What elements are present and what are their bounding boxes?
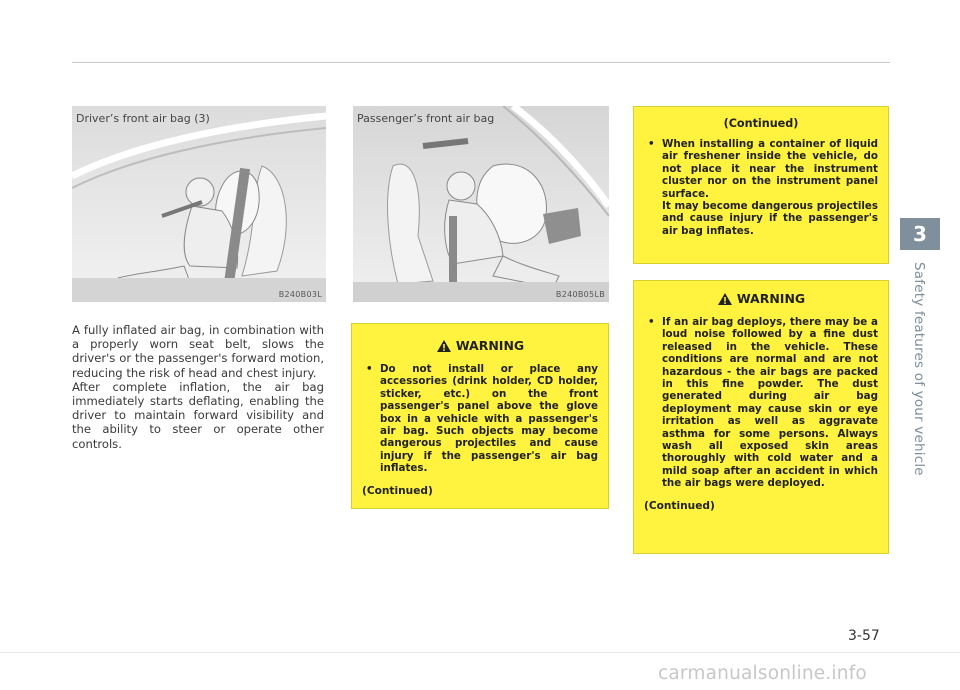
chapter-title-text: Safety features of your vehicle (911, 262, 927, 476)
warning-label: WARNING (455, 338, 525, 353)
continued-label: (Continued) (362, 484, 433, 497)
figure-caption: Driver’s front air bag (3) (76, 112, 210, 125)
continued-heading: (Continued) (723, 117, 799, 130)
warning-triangle-icon (436, 339, 452, 353)
warning-bullet-text: If an air bag deploys, there may be a loud noise followed by a fine dust released in the vehicle. These conditions are normal and are not hazardous - the air bags are packed in this fine powder. The dust generated during air bag deployment may cause skin or eye irritation as well as aggravate asthma for some persons. Always wash all exposed skin areas thoroughly with cold water and a mild soap after an accident in which the air bags were deployed. (662, 316, 878, 490)
bullet-dot-icon: • (648, 138, 655, 150)
driver-airbag-figure (72, 106, 326, 302)
bullet-dot-icon: • (366, 363, 373, 375)
figure-code: B240B03L (278, 290, 322, 299)
warning-heading (362, 338, 598, 353)
figure-code: B240B05LB (555, 290, 605, 299)
warning-bullet-text: Do not install or place any accessories (drink holder, CD holder, sticker, etc.) on the front passenger's panel above the glove box in a vehicle with a passenger's air bag. Such objects may become dangerous projectiles and cause injury if the passenger's air bag inflates. (380, 363, 598, 475)
warning-heading (644, 291, 878, 306)
page-number: 3-57 (848, 628, 880, 644)
continued-warning-box (633, 106, 889, 264)
warning-box (633, 280, 889, 554)
warning-box (351, 323, 609, 509)
passenger-airbag-figure (353, 106, 609, 302)
chapter-tab: 3 (900, 218, 940, 250)
warning-bullet (362, 363, 598, 475)
footer-rule (0, 652, 960, 653)
warning-bullet (644, 316, 878, 490)
header-rule (72, 62, 890, 63)
warning-bullet (644, 138, 878, 237)
bullet-dot-icon: • (648, 316, 655, 328)
continued-label: (Continued) (644, 499, 715, 512)
driver-airbag-illustration (72, 106, 326, 302)
watermark: carmanualsonline.info (658, 663, 867, 684)
warning-triangle-icon (717, 292, 733, 306)
warning-bullet-text: It may become dangerous projectiles and cause injury if the passenger's air bag inflates. (662, 200, 878, 237)
body-paragraph: After complete inflation, the air bag immediately starts deflating, enabling the driver to maintain forward visibility and the ability to steer or operate other controls. (72, 379, 324, 451)
figure-caption: Passenger’s front air bag (357, 112, 495, 125)
passenger-airbag-illustration (353, 106, 609, 302)
body-paragraph: A fully inflated air bag, in combination with a properly worn seat belt, slows the driver's or the passenger's forward motion, reducing the risk of head and chest injury. (72, 323, 324, 380)
warning-label: WARNING (736, 291, 806, 306)
warning-bullet-text: When installing a container of liquid air freshener inside the vehicle, do not place it near the instrument cluster nor on the instrument panel surface. (662, 138, 878, 200)
body-text (72, 323, 324, 451)
